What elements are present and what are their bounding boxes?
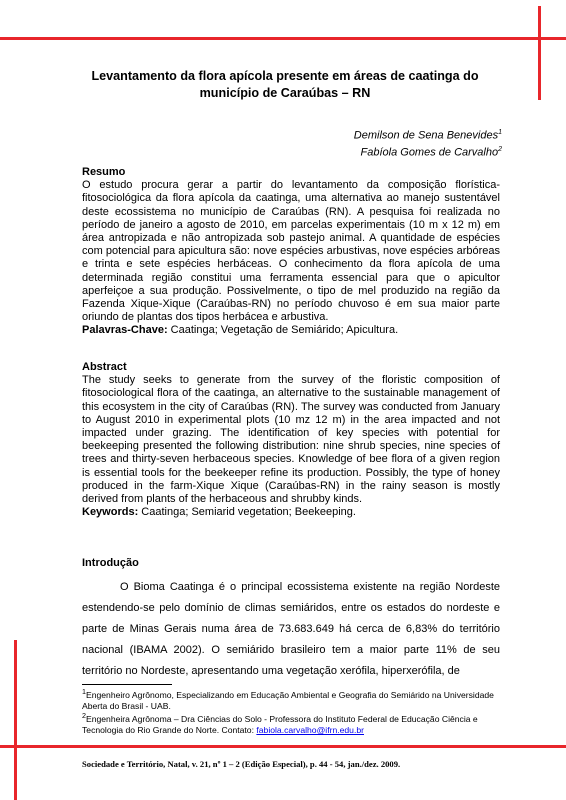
resumo-body: O estudo procura gerar a partir do levantamento da composição florística-fitosociológica da flora apícola da caatinga, uma alternativa ao manejo sustentável deste ecossistema no município de Caraúbas (RN). A pesquisa foi realizada no período de janeiro a agosto de 2010, em parcelas experimentais (10 m x 12 m) em área antropizada e não antropizada sob pastejo animal. A quantidade de espécies com potencial para apicultura são: nove espécies arbustivas, nove espécies arbóreas e trinta e sete espécies herbáceas. O conhecimento da flora apícola de uma determinada região constitui uma ferramenta essencial para que o apicultor aperfeiçoe a sua produção. Possivelmente, o tipo de mel produzido na região da Fazenda Xique-Xique (Caraúbas-RN) no período chuvoso é em sua maior parte oriundo de plantas dos tipos herbácea e arbustiva. (82, 179, 500, 324)
author-1: Demilson de Sena Benevides$^1$ (353, 129, 502, 142)
author-2: Fabíola Gomes de Carvalho$^2$ (360, 146, 502, 159)
footnote-2: $^2$Engenheira Agrônoma – Dra Ciências do Solo - Professora do Instituto Federal de Educação Ciência e Tecnologia do Rio Grande do Norte. Contato: fabiola.carvalho@ifrn.edu.br (82, 712, 478, 736)
crop-mark-top-line (0, 37, 566, 40)
footnote-divider (82, 684, 172, 685)
footnote-1: $^1$Engenheiro Agrônomo, Especializando em Educação Ambiental e Geografia do Semiárido na Universidade Aberta do Brasil - UAB. (82, 688, 494, 711)
crop-mark-top-right-vertical (538, 6, 541, 100)
abstract-keywords: Keywords: Caatinga; Semiarid vegetation; Beekeeping. (82, 506, 356, 519)
contact-email-link[interactable]: fabiola.carvalho@ifrn.edu.br (256, 725, 364, 736)
article-title: Levantamento da flora apícola presente em áreas de caatinga do município de Caraúbas – RN (91, 69, 479, 100)
abstract-section (82, 361, 500, 519)
abstract-heading: Abstract (82, 361, 127, 373)
journal-footer: Sociedade e Território, Natal, v. 21, nº 1 – 2 (Edição Especial), p. 44 - 54, jan./dez. 2009. (82, 759, 401, 769)
footnotes (82, 687, 502, 736)
intro-heading: Introdução (82, 557, 139, 569)
resumo-keywords: Palavras-Chave: Caatinga; Vegetação de Semiárido; Apicultura. (82, 324, 399, 337)
resumo-section (82, 166, 500, 338)
intro-body: O Bioma Caatinga é o principal ecossistema existente na região Nordeste estendendo-se pelo domínio de climas semiáridos, entre os estados do nordeste e parte de Minas Gerais numa área de 73.683.649 há cerca de 6,83% do território nacional (IBAMA 2002). O semiárido brasileiro tem a maior parte 11% de seu território no Nordeste, apresentando uma vegetação xerófila, hiperxerófila, de (82, 581, 500, 677)
crop-mark-left-vertical (14, 640, 17, 800)
crop-mark-bottom-line (0, 745, 566, 748)
authors (354, 126, 502, 160)
abstract-body: The study seeks to generate from the survey of the floristic composition of fitosociological flora of the caatinga, an alternative to the sustainable management of this ecosystem in the city of Caraúbas (RN). The survey was conducted from January to August 2010 in experimental plots (10 mz 12 m) in the area impacted and not impacted under grazing. The identification of key species with potential for beekeeping presented the following distribution: nine shrub species, nine species of trees and thirty-seven herbaceous species. Knowledge of bee flora of a given region is essential tools for the beekeeper refine its production. Possibly, the type of honey produced in the farm-Xique Xique (Caraúbas-RN) in the rainy season is mostly derived from plants of the herbaceous and shrubby kinds. (82, 374, 500, 506)
resumo-heading: Resumo (82, 166, 126, 178)
